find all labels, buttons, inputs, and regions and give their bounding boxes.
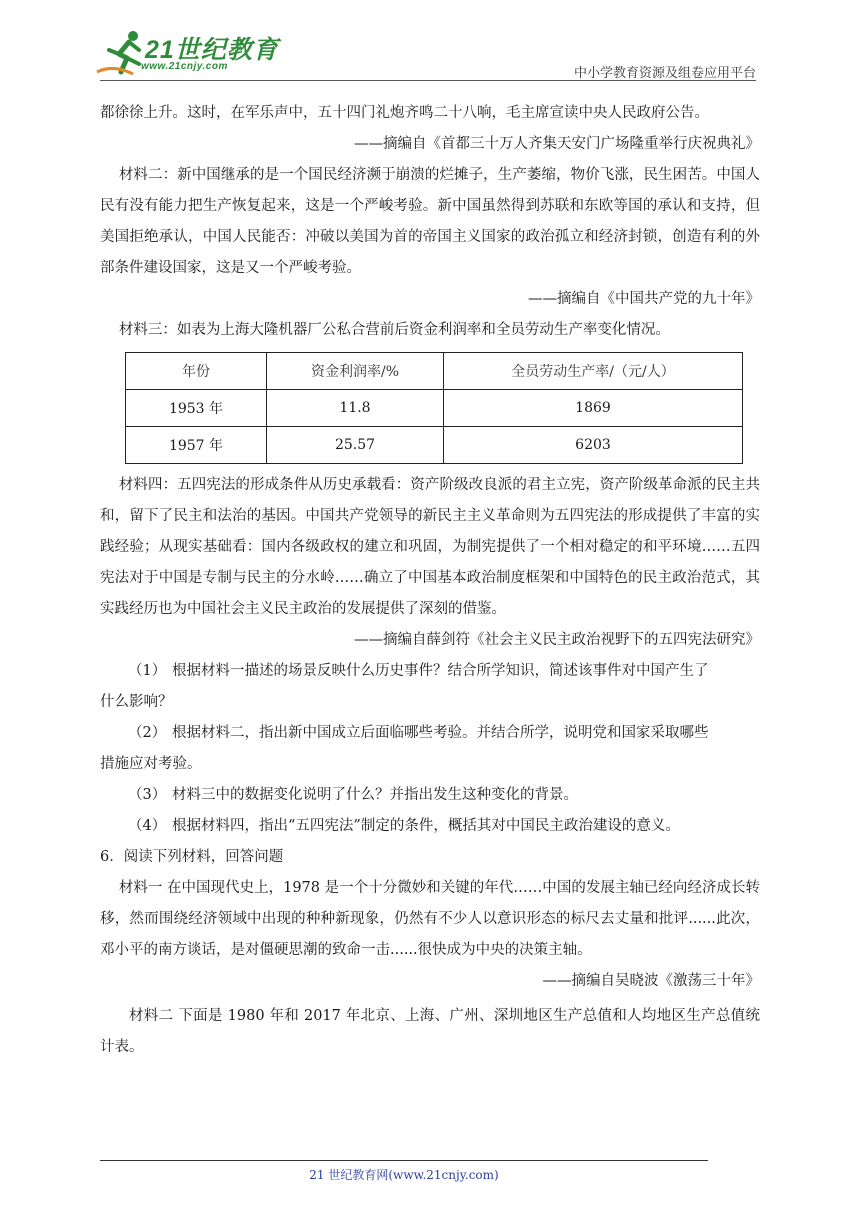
source-citation: ——摘编自《首都三十万人齐集天安门广场隆重举行庆祝典礼》 [354, 136, 760, 152]
footer-text: 21 世纪教育网(www.21cnjy.com) [309, 1168, 499, 1182]
platform-title: 中小学教育资源及组卷应用平台 [573, 66, 756, 81]
header-divider [100, 80, 756, 81]
material-four: 材料四：五四宪法的形成条件从历史承载看：资产阶级改良派的君主立宪，资产阶级革命派的民主共和，留下了民主和法治的基因。中国共产党领导的新民主主义革命则为五四宪法的形成提供了丰富的实践经验；从现实基础看：国内各级政权的建立和巩固，为制宪提供了一个相对稳定的和平环境……五四宪法对于中国是专制与民主的分水岭……确立了中国基本政治制度框架和中国特色的民主政治范式，其实践经历也为中国社会主义民主政治的发展提供了深刻的借鉴。 [100, 477, 760, 617]
question-2 [100, 718, 760, 749]
table-header-cell: 全员劳动生产率/（元/人） [444, 353, 743, 390]
logo-text: 21世纪教育 [145, 36, 279, 64]
paragraph-continued: 都徐徐上升。这时，在军乐声中，五十四门礼炮齐鸣二十八响，毛主席宣读中央人民政府公告。 [100, 105, 709, 121]
question-number: （4） [128, 818, 167, 834]
table-cell: 1957 年 [126, 427, 267, 464]
table-header-cell: 资金利润率/% [267, 353, 444, 390]
table-cell: 11.8 [267, 390, 444, 427]
page-header [0, 0, 860, 90]
source-citation: ——摘编自薛剑符《社会主义民主政治视野下的五四宪法研究》 [354, 632, 760, 648]
footer-divider [100, 1160, 708, 1161]
q6-material-two: 材料二 下面是 1980 年和 2017 年北京、上海、广州、深圳地区生产总值和人均地区生产总值统计表。 [100, 1008, 760, 1055]
question-number: （1） [128, 663, 167, 679]
table-cell: 6203 [444, 427, 743, 464]
material-two: 材料二：新中国继承的是一个国民经济濒于崩溃的烂摊子，生产萎缩，物价飞涨，民生困苦。中国人民有没有能力把生产恢复起来，这是一个严峻考验。新中国虽然得到苏联和东欧等国的承认和支持，但美国拒绝承认，中国人民能否：冲破以美国为首的帝国主义国家的政治孤立和经济封锁，创造有利的外部条件建设国家，这是又一个严峻考验。 [100, 167, 760, 276]
table-header-row [126, 353, 743, 390]
table-row [126, 390, 743, 427]
question-6-heading: 6．阅读下列材料，回答问题 [100, 849, 284, 865]
question-number: （2） [128, 725, 167, 741]
question-1 [100, 656, 760, 687]
logo-url: www.21cnjy.com [141, 61, 228, 72]
question-text: 根据材料二，指出新中国成立后面临哪些考验。并结合所学，说明党和国家采取哪些 [172, 725, 709, 741]
table-cell: 25.57 [267, 427, 444, 464]
material-three: 材料三：如表为上海大隆机器厂公私合营前后资金利润率和全员劳动生产率变化情况。 [118, 322, 670, 338]
table-cell: 1953 年 [126, 390, 267, 427]
question-4 [100, 811, 760, 842]
question-3 [100, 780, 760, 811]
document-body [100, 98, 760, 1063]
question-number: （3） [128, 787, 167, 803]
question-text: 根据材料一描述的场景反映什么历史事件？结合所学知识，简述该事件对中国产生了 [172, 663, 709, 679]
q6-material-one: 材料一 在中国现代史上，1978 是一个十分微妙和关键的年代……中国的发展主轴已经向经济成长转移，然而围绕经济领域中出现的种种新现象，仍然有不少人以意识形态的标尺去丈量和批评......此次，邓小平的南方谈话，是对僵硬思潮的致命一击......很快成为中央的决策主轴。 [100, 880, 760, 958]
source-citation: ——摘编自《中国共产党的九十年》 [528, 291, 760, 307]
table-cell: 1869 [444, 390, 743, 427]
question-text: 材料三中的数据变化说明了什么？并指出发生这种变化的背景。 [172, 787, 578, 803]
data-table [125, 352, 743, 464]
table-row [126, 427, 743, 464]
question-text: 根据材料四，指出“五四宪法”制定的条件，概括其对中国民主政治建设的意义。 [172, 818, 680, 834]
logo [93, 28, 279, 80]
table-header-cell: 年份 [126, 353, 267, 390]
question-2-continued: 措施应对考验。 [100, 756, 202, 772]
source-citation: ——摘编自吴晓波《激荡三十年》 [542, 973, 760, 989]
question-1-continued: 什么影响？ [100, 694, 173, 710]
